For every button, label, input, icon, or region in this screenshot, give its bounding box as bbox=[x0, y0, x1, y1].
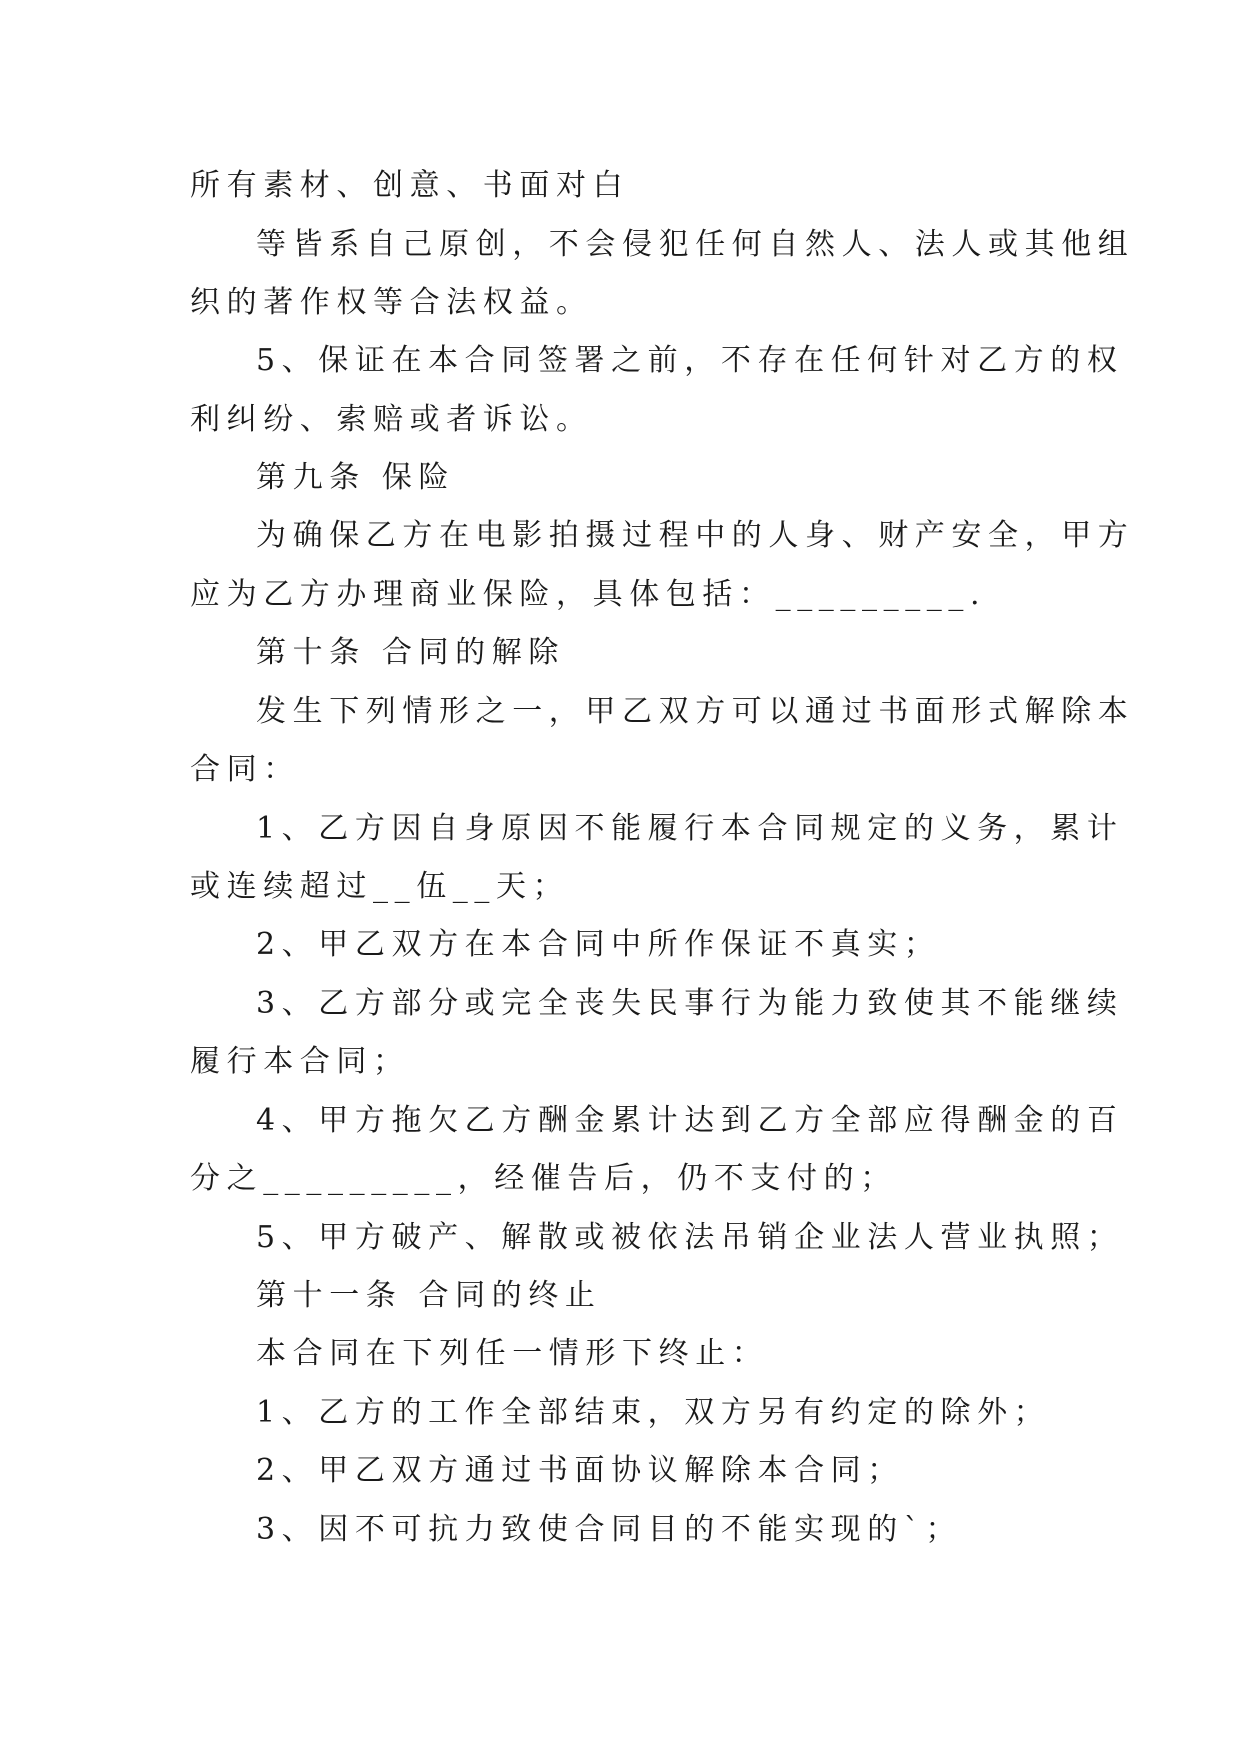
text-line: 1、乙方因自身原因不能履行本合同规定的义务，累计 bbox=[256, 811, 1124, 846]
text-line: 1、乙方的工作全部结束，双方另有约定的除外； bbox=[256, 1395, 1051, 1430]
section-heading: 第九条 保险 bbox=[256, 460, 456, 495]
text-line: 为确保乙方在电影拍摄过程中的人身、财产安全，甲方 bbox=[256, 518, 1135, 553]
text-line: 或连续超过__伍__天； bbox=[190, 869, 570, 904]
text-line: 4、甲方拖欠乙方酬金累计达到乙方全部应得酬金的百 bbox=[256, 1103, 1124, 1138]
text-line: 履行本合同； bbox=[190, 1044, 410, 1079]
section-heading: 第十条 合同的解除 bbox=[256, 635, 565, 670]
text-line: 分之_________，经催告后，仍不支付的； bbox=[190, 1161, 897, 1196]
text-line: 织的著作权等合法权益。 bbox=[190, 285, 593, 320]
text-line: 合同： bbox=[190, 752, 300, 787]
text-line: 5、保证在本合同签署之前，不存在任何针对乙方的权 bbox=[256, 343, 1124, 378]
text-line: 2、甲乙双方通过书面协议解除本合同； bbox=[256, 1453, 904, 1488]
text-line: 发生下列情形之一，甲乙双方可以通过书面形式解除本 bbox=[256, 694, 1135, 729]
text-line: 等皆系自己原创，不会侵犯任何自然人、法人或其他组 bbox=[256, 227, 1135, 262]
text-line: 所有素材、创意、书面对白 bbox=[190, 168, 630, 203]
text-line: 2、甲乙双方在本合同中所作保证不真实； bbox=[256, 927, 941, 962]
text-line: 3、因不可抗力致使合同目的不能实现的`； bbox=[256, 1512, 963, 1547]
text-line: 本合同在下列任一情形下终止： bbox=[256, 1336, 769, 1371]
text-line: 3、乙方部分或完全丧失民事行为能力致使其不能继续 bbox=[256, 986, 1124, 1021]
section-heading: 第十一条 合同的终止 bbox=[256, 1278, 602, 1313]
text-line: 应为乙方办理商业保险，具体包括：_________. bbox=[190, 577, 987, 612]
text-line: 利纠纷、索赔或者诉讼。 bbox=[190, 402, 593, 437]
text-line: 5、甲方破产、解散或被依法吊销企业法人营业执照； bbox=[256, 1220, 1124, 1255]
